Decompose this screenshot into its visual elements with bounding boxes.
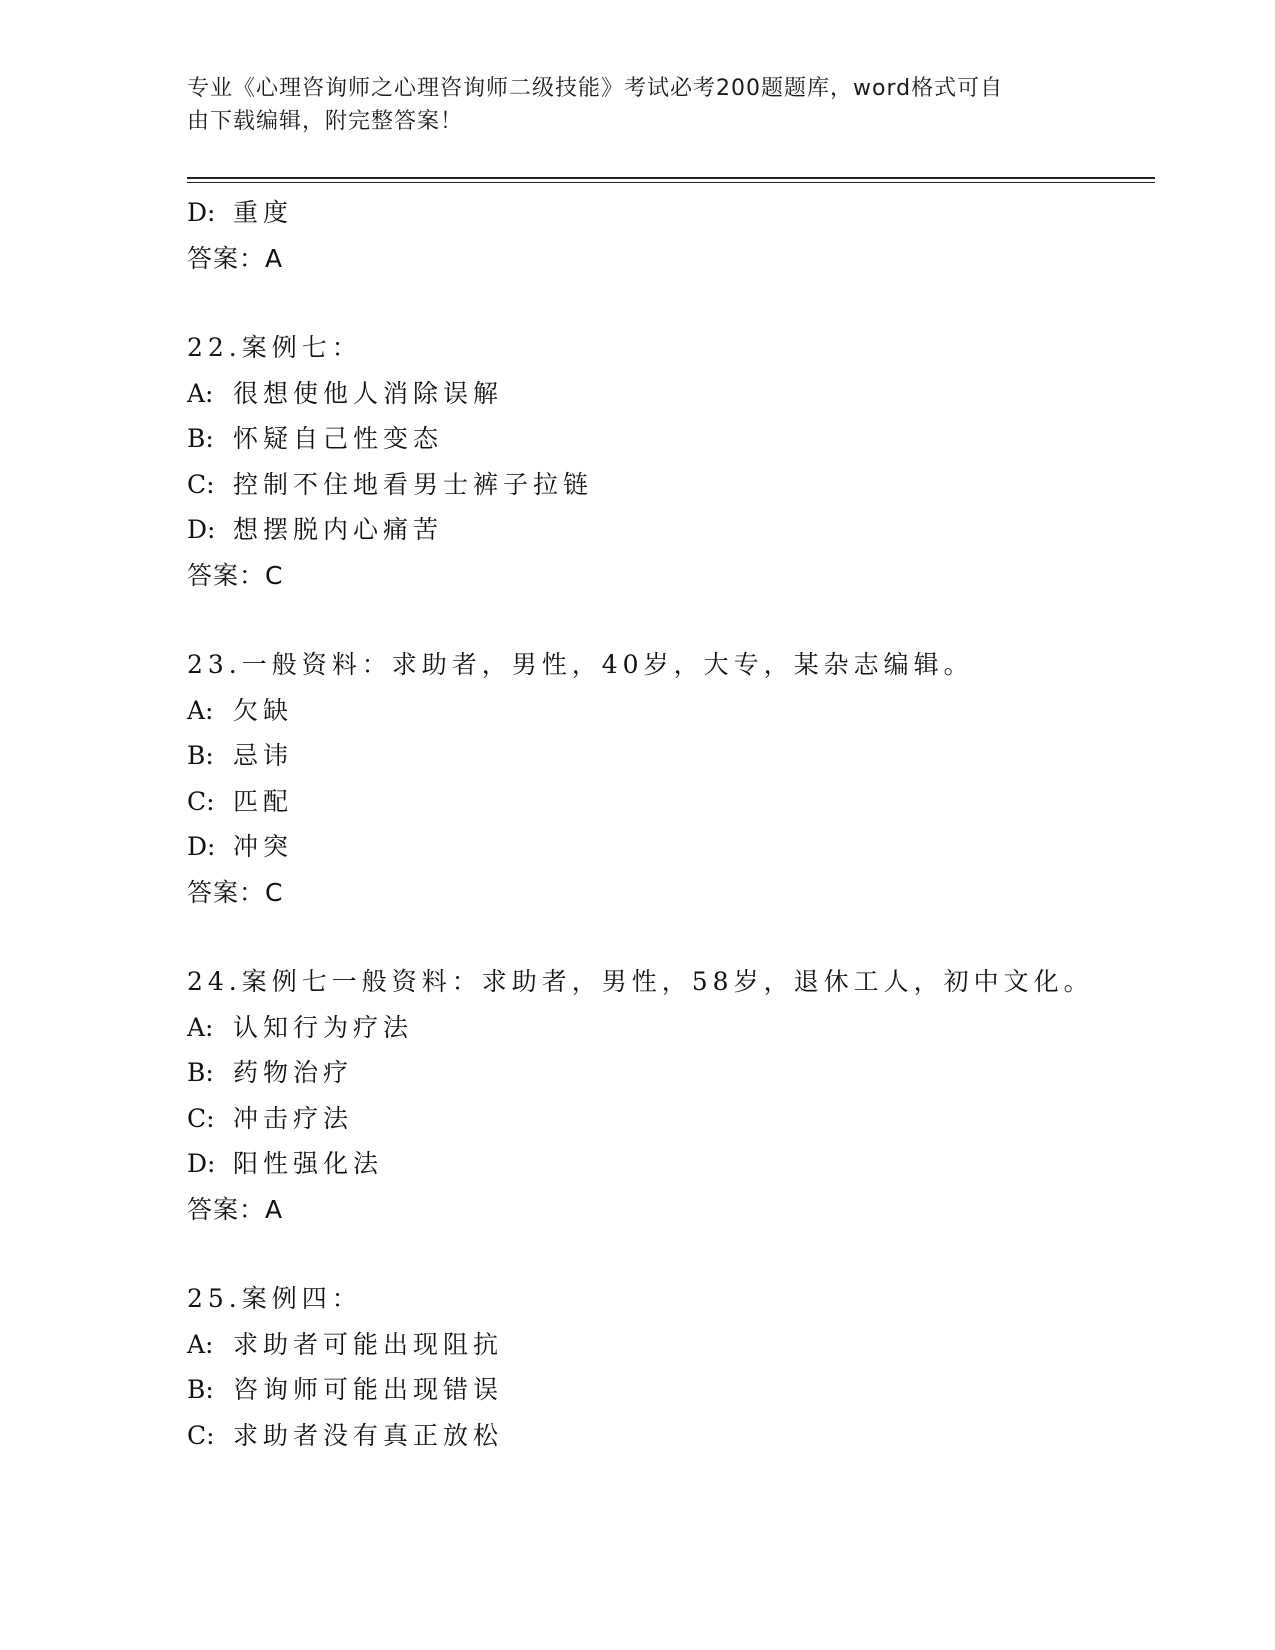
option-text: 咨询师可能出现错误: [233, 1375, 504, 1404]
option-line: [187, 507, 1155, 553]
answer-line: 答案：A: [187, 1194, 284, 1224]
option-label: D:: [187, 1149, 216, 1178]
header-line-1: 专业《心理咨询师之心理咨询师二级技能》考试必考200题题库，word格式可自: [187, 76, 1004, 101]
option-text: 求助者可能出现阻抗: [233, 1329, 504, 1359]
option-label: C:: [187, 1420, 215, 1450]
option-label: D:: [187, 515, 216, 544]
option-line: [187, 416, 1155, 462]
option-text: 匹配: [233, 786, 294, 816]
option-line: [187, 688, 1155, 734]
option-text: 重度: [233, 198, 294, 227]
option-text: 药物治疗: [233, 1058, 354, 1087]
option-text: 冲突: [233, 832, 294, 861]
answer-line: 答案：C: [187, 560, 284, 590]
option-line: [187, 1096, 1155, 1142]
option-label: C:: [187, 469, 215, 499]
header-rule-thick: [187, 177, 1155, 179]
question-spacer: [187, 598, 1155, 642]
question-title: 24.案例七一般资料：求助者，男性，58岁，退休工人，初中文化。: [187, 967, 1094, 996]
question-spacer: [187, 1232, 1155, 1276]
option-text: 冲击疗法: [233, 1103, 354, 1133]
option-label: A:: [187, 1012, 214, 1042]
option-text: 很想使他人消除误解: [233, 378, 504, 408]
question-spacer: [187, 915, 1155, 959]
option-label: A:: [187, 695, 214, 725]
option-label: C:: [187, 786, 215, 816]
header-line-2: 由下载编辑，附完整答案！: [187, 109, 464, 134]
option-text: 欠缺: [233, 695, 294, 725]
option-line: [187, 733, 1155, 779]
option-line: [187, 779, 1155, 825]
option-label: D:: [187, 832, 216, 861]
option-text: 求助者没有真正放松: [233, 1420, 504, 1450]
option-text: 想摆脱内心痛苦: [233, 515, 444, 544]
option-text: 忌讳: [233, 741, 294, 770]
option-label: B:: [187, 1058, 214, 1087]
option-line: [187, 1322, 1155, 1368]
question-title: 23.一般资料：求助者，男性，40岁，大专，某杂志编辑。: [187, 650, 974, 679]
header-rule-thin: [187, 182, 1155, 183]
option-line: [187, 1367, 1155, 1413]
option-line: [187, 462, 1155, 508]
option-label: A:: [187, 1329, 214, 1359]
question-title: 25.案例四：: [187, 1284, 362, 1313]
option-line: [187, 190, 1155, 236]
answer-line: 答案：A: [187, 243, 284, 273]
answer-line: 答案：C: [187, 877, 284, 907]
option-line: [187, 1141, 1155, 1187]
option-text: 怀疑自己性变态: [233, 424, 444, 453]
option-text: 控制不住地看男士裤子拉链: [233, 469, 594, 499]
option-line: [187, 1413, 1155, 1459]
option-label: B:: [187, 741, 214, 770]
question-title: 22.案例七：: [187, 333, 362, 362]
document-header: [187, 72, 1067, 138]
option-line: [187, 1050, 1155, 1096]
option-line: [187, 824, 1155, 870]
option-label: A:: [187, 378, 214, 408]
option-text: 阳性强化法: [233, 1149, 384, 1178]
question-spacer: [187, 281, 1155, 325]
option-label: D:: [187, 198, 216, 227]
question-list: [187, 190, 1155, 1458]
option-label: B:: [187, 424, 214, 453]
option-label: C:: [187, 1103, 215, 1133]
option-line: [187, 371, 1155, 417]
option-text: 认知行为疗法: [233, 1012, 414, 1042]
option-line: [187, 1005, 1155, 1051]
option-label: B:: [187, 1375, 214, 1404]
